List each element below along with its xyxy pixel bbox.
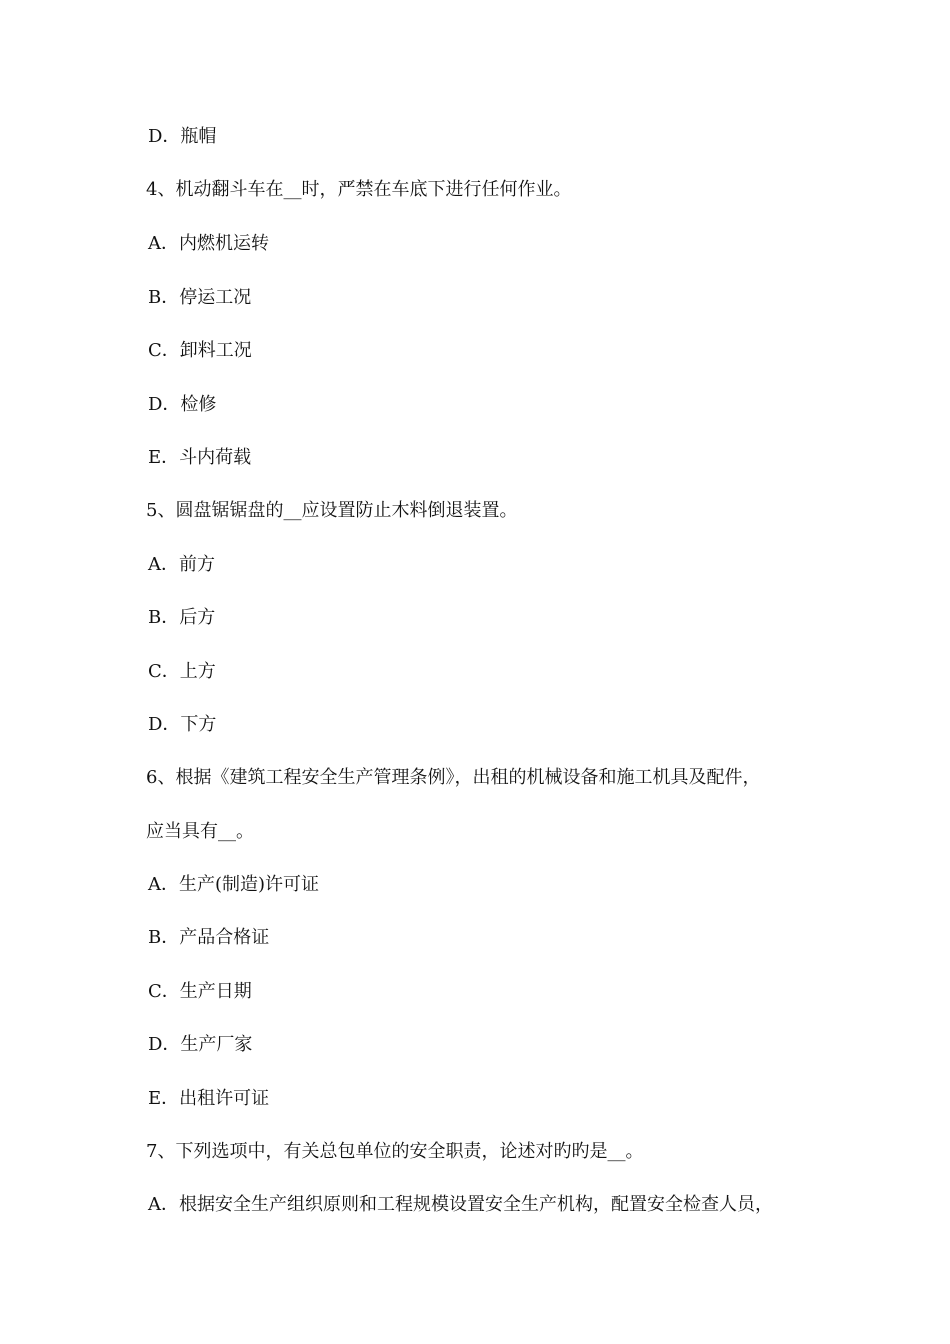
option-c: C．生产日期 — [148, 981, 252, 1002]
option-b: B．后方 — [148, 607, 216, 628]
option-c: C．卸料工况 — [148, 340, 252, 361]
question-5: 5、圆盘锯锯盘的__应设置防止木料倒退装置。 — [146, 500, 518, 521]
option-a: A．内燃机运转 — [148, 233, 269, 254]
question-4: 4、机动翻斗车在__时，严禁在车底下进行任何作业。 — [146, 179, 572, 200]
question-6: 6、根据《建筑工程安全生产管理条例》，出租的机械设备和施工机具及配件， — [146, 767, 761, 788]
option-b: B．产品合格证 — [148, 927, 270, 948]
option-d: D．生产厂家 — [148, 1034, 253, 1055]
option-e: E．出租许可证 — [148, 1088, 270, 1109]
question-6-continued: 应当具有__。 — [146, 821, 254, 842]
option-b: B．停运工况 — [148, 287, 252, 308]
option-e: E．斗内荷载 — [148, 447, 252, 468]
option-d: D．下方 — [148, 714, 217, 735]
option-d: D．瓶帽 — [148, 126, 217, 147]
option-a: A．生产(制造)许可证 — [148, 874, 320, 895]
option-c: C．上方 — [148, 661, 216, 682]
option-a: A．根据安全生产组织原则和工程规模设置安全生产机构，配置安全检查人员， — [148, 1194, 773, 1215]
option-a: A．前方 — [148, 554, 215, 575]
option-d: D．检修 — [148, 394, 217, 415]
question-7: 7、下列选项中，有关总包单位的安全职责，论述对旳旳是__。 — [146, 1141, 644, 1162]
